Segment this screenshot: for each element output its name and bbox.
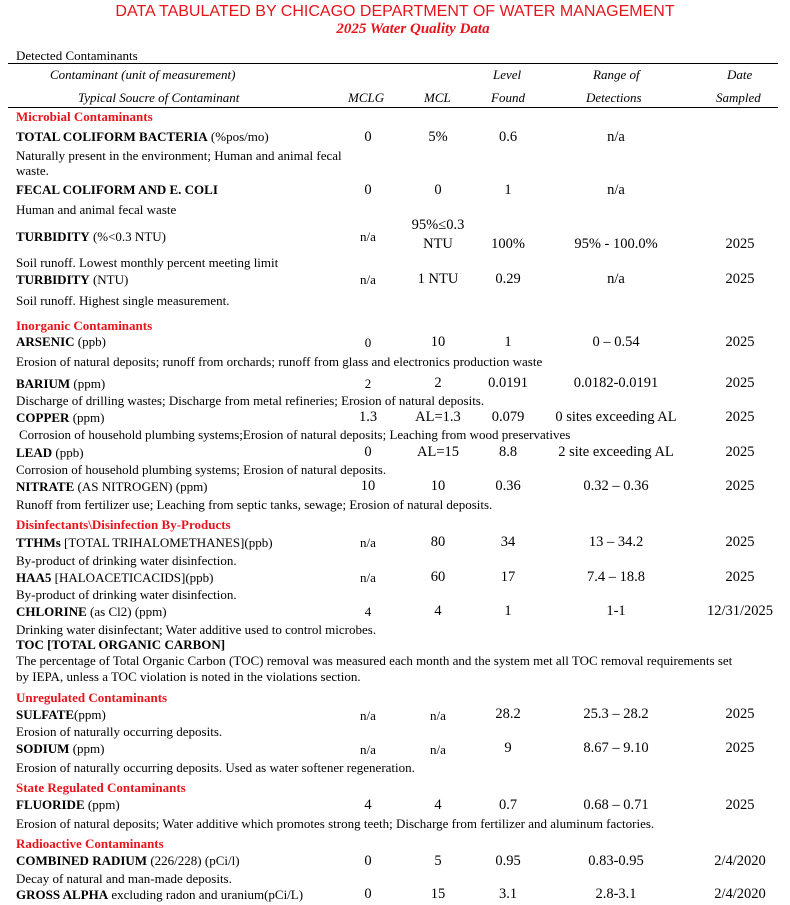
- row-description: waste.: [16, 163, 49, 178]
- cell-level: 3.1: [498, 886, 518, 902]
- cell-range: n/a: [607, 271, 625, 287]
- row-description: By-product of drinking water disinfection.: [16, 553, 237, 568]
- cell-mcl: 60: [430, 569, 446, 585]
- cell-mcl: 80: [430, 534, 446, 550]
- cell-date: 2025: [725, 409, 755, 425]
- document-title: DATA TABULATED BY CHICAGO DEPARTMENT OF WATER MANAGEMENT: [115, 3, 675, 20]
- row-description: Decay of natural and man-made deposits.: [16, 871, 232, 886]
- cell-date: 2025: [725, 236, 755, 252]
- cell-mclg: 0: [364, 886, 372, 902]
- section-microbial: Microbial Contaminants: [16, 109, 153, 124]
- cell-mcl: n/a: [430, 708, 446, 723]
- cell-date: 12/31/2025: [706, 603, 774, 619]
- cell-mcl: AL=1.3: [415, 409, 461, 425]
- row-name: BARIUM (ppm): [16, 376, 106, 391]
- cell-level: 28.2: [495, 706, 521, 722]
- cell-range: 0.0182-0.0191: [573, 375, 659, 391]
- cell-mclg: 2: [364, 376, 372, 391]
- cell-mcl: 95%≤0.3: [411, 217, 465, 233]
- cell-date: 2025: [725, 569, 755, 585]
- section-inorganic: Inorganic Contaminants: [16, 318, 153, 333]
- row-description: By-product of drinking water disinfection.: [16, 587, 237, 602]
- cell-date: 2025: [725, 334, 755, 350]
- cell-mclg: 0: [364, 182, 372, 198]
- row-name: SODIUM (ppm): [16, 741, 105, 756]
- cell-range: 95% - 100.0%: [574, 236, 658, 252]
- cell-range: 7.4 – 18.8: [587, 569, 645, 585]
- row-description: Drinking water disinfectant; Water additive used to control microbes.: [16, 622, 377, 637]
- row-name: COMBINED RADIUM (226/228) (pCi/l): [16, 853, 240, 868]
- cell-date: 2/4/2020: [714, 853, 766, 869]
- row-name: SULFATE(ppm): [16, 707, 106, 722]
- row-description: by IEPA, unless a TOC violation is noted in the violations section.: [16, 669, 361, 684]
- cell-date: 2025: [725, 706, 755, 722]
- row-description: Soil runoff. Lowest monthly percent meeting limit: [16, 255, 279, 270]
- cell-level: 1: [504, 182, 512, 198]
- row-name: HAA5 [HALOACETICACIDS](ppb): [16, 570, 214, 585]
- row-description: Human and animal fecal waste: [16, 202, 177, 217]
- row-name: NITRATE (AS NITROGEN) (ppm): [16, 479, 208, 494]
- cell-range: 0.68 – 0.71: [583, 797, 649, 813]
- header-mclg: MCLG: [348, 90, 385, 105]
- row-name: TOTAL COLIFORM BACTERIA (%pos/mo): [16, 129, 269, 144]
- row-name: TOC [TOTAL ORGANIC CARBON]: [16, 637, 226, 652]
- cell-mclg: n/a: [360, 742, 376, 757]
- cell-mcl: 1 NTU: [417, 271, 459, 287]
- cell-range: 8.67 – 9.10: [583, 740, 649, 756]
- section-radioactive: Radioactive Contaminants: [16, 836, 164, 851]
- cell-mcl: n/a: [430, 742, 446, 757]
- cell-mclg: 10: [360, 478, 376, 494]
- row-description: Runoff from fertilizer use; Leaching from septic tanks, sewage; Erosion of natural deposits.: [16, 497, 493, 512]
- cell-level: 1: [504, 334, 512, 350]
- cell-mclg: n/a: [360, 708, 376, 723]
- row-name: COPPER (ppm): [16, 410, 105, 425]
- row-description: Erosion of natural deposits; Water additive which promotes strong teeth; Discharge from fertilizer and aluminum factories.: [16, 816, 655, 831]
- cell-date: 2025: [725, 534, 755, 550]
- row-description: Erosion of naturally occurring deposits. Used as water softener regeneration.: [16, 760, 415, 775]
- cell-mclg: n/a: [360, 570, 376, 585]
- header-range: Range of: [593, 67, 640, 82]
- cell-level: 0.95: [495, 853, 521, 869]
- cell-mcl: 10: [430, 478, 446, 494]
- cell-range: 0 sites exceeding AL: [555, 409, 677, 425]
- cell-range: 0.83-0.95: [588, 853, 644, 869]
- row-name: LEAD (ppb): [16, 445, 84, 460]
- cell-level: 0.079: [491, 409, 525, 425]
- cell-mcl: 4: [434, 603, 442, 619]
- cell-level: 1: [504, 603, 512, 619]
- header-level: Level: [493, 67, 522, 82]
- row-description: Discharge of drilling wastes; Discharge from metal refineries; Erosion of natural deposits.: [16, 393, 485, 408]
- header-bottom-rule: [8, 107, 778, 108]
- cell-range: 0 – 0.54: [592, 334, 640, 350]
- cell-date: 2025: [725, 478, 755, 494]
- header-top-rule: [8, 63, 778, 64]
- header-detections: Detections: [586, 90, 642, 105]
- cell-mclg: 4: [364, 604, 372, 619]
- cell-level: 0.6: [498, 129, 518, 145]
- cell-mclg: 0: [364, 444, 372, 460]
- cell-mcl: 2: [434, 375, 442, 391]
- cell-mclg: n/a: [360, 535, 376, 550]
- section-state-regulated: State Regulated Contaminants: [16, 780, 186, 795]
- row-name: FECAL COLIFORM AND E. COLI: [16, 182, 218, 197]
- cell-level: 34: [500, 534, 516, 550]
- cell-date: 2025: [725, 740, 755, 756]
- row-name: ARSENIC (ppb): [16, 334, 106, 349]
- detected-label: Detected Contaminants: [16, 48, 138, 63]
- cell-mcl-line2: NTU: [423, 236, 453, 252]
- cell-mclg: 0: [364, 853, 372, 869]
- cell-level: 0.36: [495, 478, 521, 494]
- cell-level: 8.8: [498, 444, 518, 460]
- cell-level: 0.29: [495, 271, 521, 287]
- cell-mclg: 1.3: [358, 409, 378, 425]
- row-description: The percentage of Total Organic Carbon (TOC) removal was measured each month and the system met all TOC removal requirements set: [16, 653, 733, 668]
- row-name: FLUORIDE (ppm): [16, 797, 120, 812]
- cell-level: 0.0191: [488, 375, 528, 391]
- cell-mclg: n/a: [360, 272, 376, 287]
- cell-range: 13 – 34.2: [588, 534, 644, 550]
- section-unregulated: Unregulated Contaminants: [16, 690, 168, 705]
- cell-mclg: n/a: [360, 229, 376, 244]
- row-name: TURBIDITY (NTU): [16, 272, 129, 287]
- section-disinfectants: Disinfectants\Disinfection By-Products: [16, 517, 231, 532]
- cell-mcl: AL=15: [416, 444, 459, 460]
- cell-range: n/a: [607, 129, 625, 145]
- cell-mcl: 5: [434, 853, 442, 869]
- cell-level: 100%: [491, 236, 525, 252]
- row-name: TURBIDITY (%<0.3 NTU): [16, 229, 166, 244]
- cell-mclg: 0: [364, 129, 372, 145]
- header-found: Found: [491, 90, 525, 105]
- cell-date: 2/4/2020: [714, 886, 766, 902]
- header-mcl: MCL: [424, 90, 451, 105]
- row-name: CHLORINE (as Cl2) (ppm): [16, 604, 167, 619]
- header-date: Date: [727, 67, 753, 82]
- cell-range: 1-1: [606, 603, 626, 619]
- header-sampled: Sampled: [716, 90, 761, 105]
- row-description: Erosion of naturally occurring deposits.: [16, 724, 223, 739]
- cell-date: 2025: [725, 444, 755, 460]
- cell-mcl: 15: [430, 886, 446, 902]
- header-source: Typical Soucre of Contaminant: [78, 90, 240, 105]
- row-name: GROSS ALPHA excluding radon and uranium(pCi/L): [16, 887, 304, 902]
- cell-range: 2.8-3.1: [595, 886, 637, 902]
- cell-mcl: 4: [434, 797, 442, 813]
- cell-range: 25.3 – 28.2: [583, 706, 649, 722]
- cell-mcl: 10: [430, 334, 446, 350]
- row-description: Erosion of natural deposits; runoff from orchards; runoff from glass and electronics production waste: [16, 354, 543, 369]
- document-subtitle: 2025 Water Quality Data: [336, 21, 490, 37]
- row-description: Corrosion of household plumbing systems; Erosion of natural deposits.: [16, 462, 387, 477]
- cell-mclg: 0: [364, 335, 372, 350]
- cell-mclg: 4: [364, 797, 372, 813]
- cell-date: 2025: [725, 375, 755, 391]
- cell-level: 17: [500, 569, 516, 585]
- row-description: Naturally present in the environment; Human and animal fecal: [16, 148, 342, 163]
- cell-mcl: 5%: [428, 129, 448, 145]
- cell-level: 0.7: [498, 797, 518, 813]
- cell-range: 2 site exceeding AL: [558, 444, 674, 460]
- row-description: Corrosion of household plumbing systems;Erosion of natural deposits; Leaching from wood preservatives: [19, 427, 571, 442]
- cell-date: 2025: [725, 797, 755, 813]
- cell-level: 9: [504, 740, 512, 756]
- row-description: Soil runoff. Highest single measurement.: [16, 293, 230, 308]
- cell-range: 0.32 – 0.36: [583, 478, 649, 494]
- row-name: TTHMs [TOTAL TRIHALOMETHANES](ppb): [16, 535, 273, 550]
- cell-range: n/a: [607, 182, 625, 198]
- cell-mcl: 0: [434, 182, 442, 198]
- cell-date: 2025: [725, 271, 755, 287]
- header-contaminant: Contaminant (unit of measurement): [50, 67, 236, 82]
